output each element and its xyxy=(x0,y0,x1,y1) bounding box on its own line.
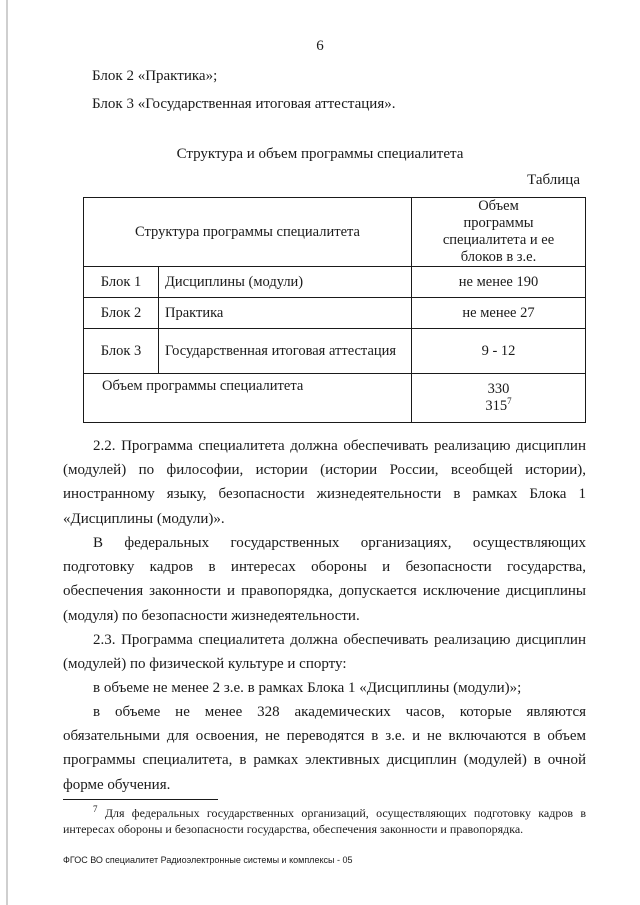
row-name: Практика xyxy=(159,298,412,329)
row-block: Блок 2 xyxy=(84,298,159,329)
paragraph-2-3 xyxy=(63,628,586,676)
row-volume: не менее 190 xyxy=(412,267,586,298)
page-edge xyxy=(6,0,8,905)
footnote-text: Для федеральных государственных организаций, осуществляющих подготовку кадров в интересах обороны и безопасности государства, обеспечения законности и правопорядка. xyxy=(63,806,586,836)
row-block: Блок 1 xyxy=(84,267,159,298)
total-label: Объем программы специалитета xyxy=(84,374,412,423)
structure-table xyxy=(83,197,586,423)
total-value-1: 330 xyxy=(487,381,510,397)
table-row xyxy=(84,329,586,374)
paragraph: в объеме не менее 2 з.е. в рамках Блока 1 «Дисциплины (модули)»; xyxy=(93,680,522,696)
row-volume: не менее 27 xyxy=(412,298,586,329)
paragraph-2ze xyxy=(63,676,586,700)
total-value-2 xyxy=(418,398,579,415)
paragraph: в объеме не менее 328 академических часов, которые являются обязательными для освоения, не переводятся в з.е. и не включаются в объем программы специалитета, в рамках элективных дисциплин (модулей) в очной форме обучения. xyxy=(63,704,586,793)
row-block: Блок 3 xyxy=(84,329,159,374)
table-total-row xyxy=(84,374,586,423)
footnote-mark: 7 xyxy=(93,804,98,814)
paragraph-2-2 xyxy=(63,434,586,531)
table-title: Структура и объем программы специалитета xyxy=(176,146,464,162)
paragraph-328 xyxy=(63,700,586,797)
page-number: 6 xyxy=(316,38,324,54)
footnote-ref: 7 xyxy=(507,396,512,407)
table-row xyxy=(84,298,586,329)
paragraph: 2.3. Программа специалитета должна обеспечивать реализацию дисциплин (модулей) по физической культуре и спорту: xyxy=(63,632,586,673)
row-volume: 9 - 12 xyxy=(412,329,586,374)
total-values xyxy=(412,374,586,423)
block-2-line: Блок 2 «Практика»; xyxy=(92,68,218,84)
header-volume: Объем программы специалитета и ее блоков в з.е. xyxy=(412,198,586,267)
paragraph-federal xyxy=(63,531,586,628)
row-name: Государственная итоговая аттестация xyxy=(159,329,412,374)
paragraph: 2.2. Программа специалитета должна обеспечивать реализацию дисциплин (модулей) по философии, истории (истории России, всеобщей истории), иностранному языку, безопасности жизнедеятельности в рамках Блока 1 «Дисциплины (модули)». xyxy=(63,438,586,527)
row-name: Дисциплины (модули) xyxy=(159,267,412,298)
paragraph: В федеральных государственных организациях, осуществляющих подготовку кадров в интересах обороны и безопасности государства, обеспечения законности и правопорядка, допускается исключение дисциплины (модуля) по безопасности жизнедеятельности. xyxy=(63,535,586,624)
total-value-2-number: 315 xyxy=(485,398,508,414)
header-structure: Структура программы специалитета xyxy=(84,198,412,267)
footnote xyxy=(63,805,586,837)
table-header-row xyxy=(84,198,586,267)
block-3-line: Блок 3 «Государственная итоговая аттестация». xyxy=(92,96,396,112)
page-footer: ФГОС ВО специалитет Радиоэлектронные системы и комплексы - 05 xyxy=(63,855,353,865)
table-caption: Таблица xyxy=(527,172,580,188)
footnote-divider xyxy=(63,799,218,800)
table-row xyxy=(84,267,586,298)
